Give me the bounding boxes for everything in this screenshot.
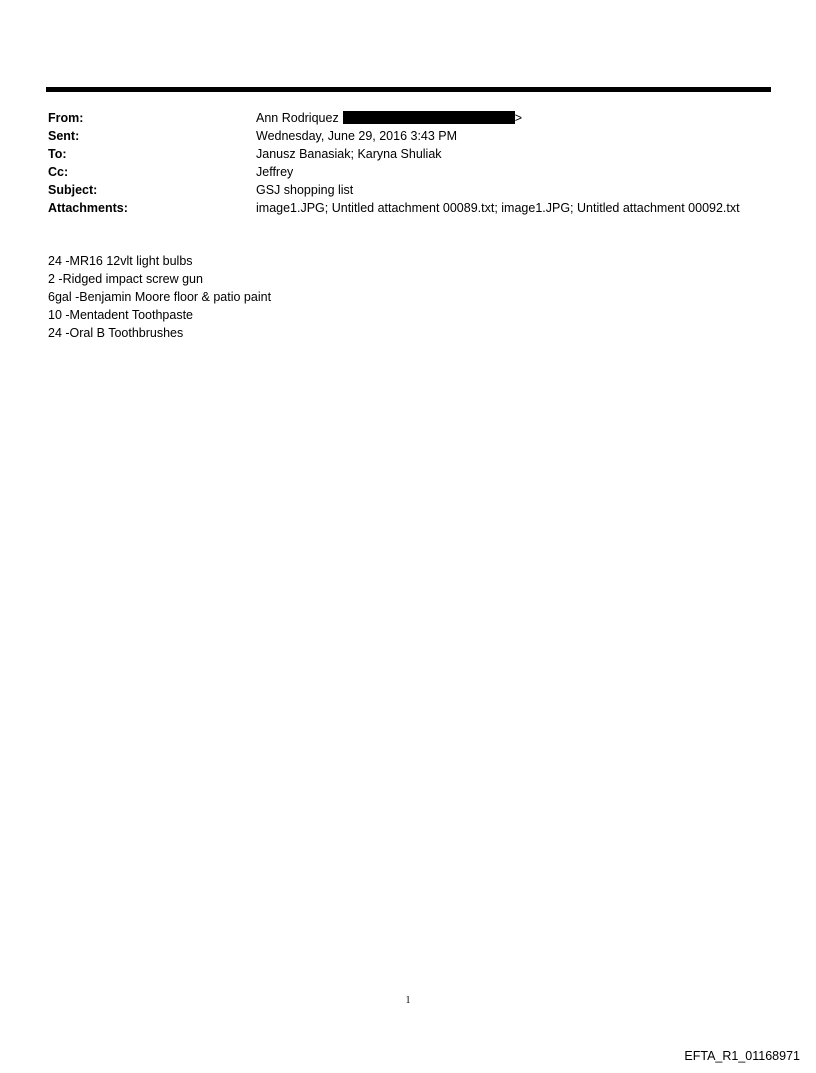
from-tail: > (514, 111, 523, 125)
to-row (48, 145, 778, 163)
email-header (48, 109, 778, 217)
cc-row (48, 163, 778, 181)
from-value (256, 109, 522, 127)
subject-row (48, 181, 778, 199)
sent-value: Wednesday, June 29, 2016 3:43 PM (256, 129, 458, 143)
from-row (48, 109, 778, 127)
from-label: From: (48, 111, 84, 125)
attachments-label: Attachments: (48, 201, 128, 215)
body-line: 24 -Oral B Toothbrushes (48, 326, 184, 340)
cc-value: Jeffrey (256, 165, 294, 179)
subject-value: GSJ shopping list (256, 183, 354, 197)
sent-label: Sent: (48, 129, 80, 143)
from-name: Ann Rodriquez (256, 111, 339, 125)
cc-label: Cc: (48, 165, 69, 179)
page-number: 1 (405, 995, 411, 1006)
redaction-box (343, 111, 515, 124)
sent-row (48, 127, 778, 145)
to-label: To: (48, 147, 67, 161)
header-divider-rule (46, 87, 771, 92)
attachments-value: image1.JPG; Untitled attachment 00089.txt; image1.JPG; Untitled attachment 00092.txt (256, 201, 740, 215)
to-value: Janusz Banasiak; Karyna Shuliak (256, 147, 442, 161)
email-body (48, 252, 271, 342)
body-line: 2 -Ridged impact screw gun (48, 272, 203, 286)
attachments-row (48, 199, 778, 217)
subject-label: Subject: (48, 183, 98, 197)
document-id-stamp: EFTA_R1_01168971 (684, 1049, 800, 1063)
body-line: 6gal -Benjamin Moore floor & patio paint (48, 290, 272, 304)
body-line: 24 -MR16 12vlt light bulbs (48, 254, 193, 268)
body-line: 10 -Mentadent Toothpaste (48, 308, 194, 322)
